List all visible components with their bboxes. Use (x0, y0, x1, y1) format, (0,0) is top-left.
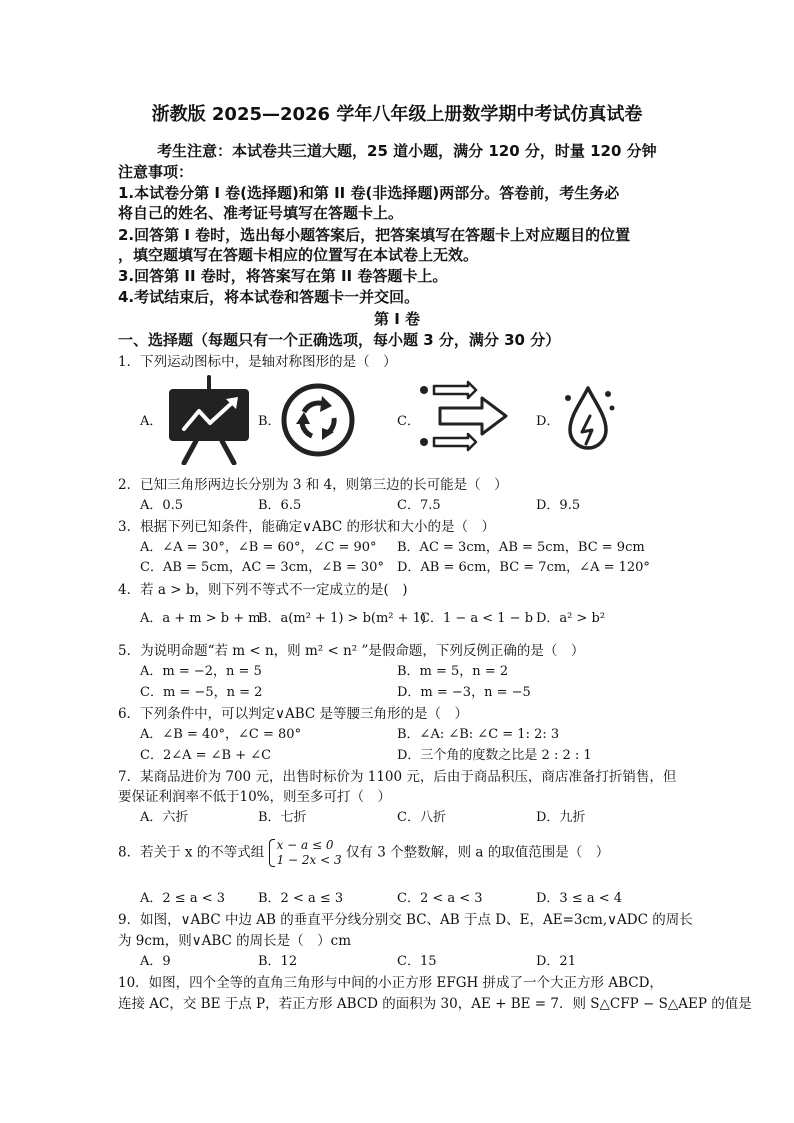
question-3-stem: 3．根据下列已知条件，能确定∨ABC 的形状和大小的是（ ） (118, 519, 496, 535)
question-5-stem: 5．为说明命题“若 m < n，则 m² < n² ”是假命题，下列反例正确的是（ ） (118, 643, 585, 659)
inequality-system (269, 838, 342, 868)
question-10-line: 10．如图，四个全等的直角三角形与中间的小正方形 EFGH 拼成了一个大正方形 ABCD， (118, 975, 663, 991)
option-a: A．六折 (140, 810, 189, 825)
option-a: A．∠B = 40°，∠C = 80° (140, 727, 302, 742)
water-drop-bolt-icon (560, 382, 616, 460)
option-a: A．a + m > b + m (140, 611, 261, 626)
question-10-line: 连接 AC，交 BE 于点 P，若正方形 ABCD 的面积为 30，AE + BE = 7．则 S△CFP − S△AEP 的值是 (118, 996, 752, 1012)
option-b: B．AC = 3cm，AB = 5cm，BC = 9cm (397, 540, 645, 555)
option-d: D．9.5 (536, 498, 581, 513)
option-label: C． (397, 414, 420, 429)
option-d: D．AB = 6cm，BC = 7cm，∠A = 120° (397, 560, 650, 575)
option-label: B． (258, 414, 281, 429)
question-4-stem: 4．若 a > b，则下列不等式不一定成立的是( ) (118, 582, 408, 598)
question-7-line: 7．某商品进价为 700 元，出售时标价为 1100 元，后由于商品积压，商店准备打折销售，但 (118, 769, 677, 785)
question-7-line: 要保证利润率不低于10%，则至多可打（ ） (118, 789, 392, 805)
option-d: D．a² > b² (536, 611, 606, 626)
exam-notice: 考生注意：本试卷共三道大题，25 道小题，满分 120 分，时量 120 分钟 (157, 142, 657, 160)
option-c: C．m = −5，n = 2 (140, 685, 263, 700)
question-8-prefix: 8．若关于 x 的不等式组 (118, 844, 265, 861)
option-a: A．9 (140, 954, 171, 969)
option-a: A．m = −2，n = 5 (140, 664, 262, 679)
option-a: A．0.5 (140, 498, 184, 513)
option-label: D． (536, 414, 560, 429)
presentation-chart-icon (166, 375, 252, 469)
question-6-stem: 6．下列条件中，可以判定∨ABC 是等腰三角形的是（ ） (118, 706, 469, 722)
instruction-line: 3.回答第 II 卷时，将答案写在第 II 卷答题卡上。 (118, 267, 448, 285)
option-b: B．2 < a ≤ 3 (258, 891, 344, 906)
option-a: A．∠A = 30°，∠B = 60°，∠C = 90° (140, 540, 377, 555)
question-9-line: 9．如图，∨ABC 中边 AB 的垂直平分线分别交 BC、AB 于点 D、E，AE=3cm,∨ADC 的周长 (118, 912, 693, 928)
instruction-line: 2.回答第 I 卷时，选出每小题答案后，把答案填写在答题卡上对应题目的位置 (118, 226, 631, 244)
option-b: B．6.5 (258, 498, 302, 513)
section-heading: 一、选择题（每题只有一个正确选项，每小题 3 分，满分 30 分） (118, 331, 561, 349)
option-a: A．2 ≤ a < 3 (140, 891, 225, 906)
question-8-suffix: 仅有 3 个整数解，则 a 的取值范围是（ ） (345, 844, 610, 861)
option-c: C．八折 (397, 810, 446, 825)
option-c: C．15 (397, 954, 437, 969)
question-1-stem: 1．下列运动图标中，是轴对称图形的是（ ） (118, 354, 397, 370)
option-d: D．21 (536, 954, 576, 969)
inequality-2: 1 − 2x < 3 (276, 853, 342, 867)
instruction-line: 1.本试卷分第 I 卷(选择题)和第 II 卷(非选择题)两部分。答卷前，考生务必 (118, 184, 620, 202)
option-d: D．3 ≤ a < 4 (536, 891, 623, 906)
recycle-arrows-icon (280, 382, 356, 462)
option-b: B．∠A: ∠B: ∠C = 1: 2: 3 (397, 727, 560, 742)
question-8-stem (118, 838, 609, 868)
option-c: C．7.5 (397, 498, 441, 513)
option-d: D．九折 (536, 810, 586, 825)
question-2-stem: 2．已知三角形两边长分别为 3 和 4，则第三边的长可能是（ ） (118, 477, 508, 493)
option-b: B．七折 (258, 810, 307, 825)
option-b: B．m = 5，n = 2 (397, 664, 509, 679)
option-d: D．三个角的度数之比是 2 : 2 : 1 (397, 748, 592, 763)
option-b: B．a(m² + 1) > b(m² + 1) (258, 611, 427, 626)
instruction-line: 将自己的姓名、准考证号填写在答题卡上。 (118, 204, 404, 222)
instructions-heading: 注意事项： (118, 163, 194, 181)
option-c: C．2∠A = ∠B + ∠C (140, 748, 272, 763)
volume-heading: 第 I 卷 (373, 310, 421, 328)
arrows-right-icon (418, 380, 512, 456)
option-c: C．1 − a < 1 − b (420, 611, 534, 626)
option-c: C．AB = 5cm，AC = 3cm，∠B = 30° (140, 560, 384, 575)
option-b: B．12 (258, 954, 298, 969)
option-label: A． (140, 414, 163, 429)
instruction-line: 4.考试结束后，将本试卷和答题卡一并交回。 (118, 288, 420, 306)
exam-title: 浙教版 2025—2026 学年八年级上册数学期中考试仿真试卷 (151, 104, 643, 125)
instruction-line: ，填空题填写在答题卡相应的位置写在本试卷上无效。 (118, 246, 479, 264)
inequality-1: x − a ≤ 0 (276, 838, 334, 852)
option-c: C．2 < a < 3 (397, 891, 483, 906)
question-9-line: 为 9cm，则∨ABC 的周长是（ ）cm (118, 933, 352, 949)
option-d: D．m = −3，n = −5 (397, 685, 531, 700)
